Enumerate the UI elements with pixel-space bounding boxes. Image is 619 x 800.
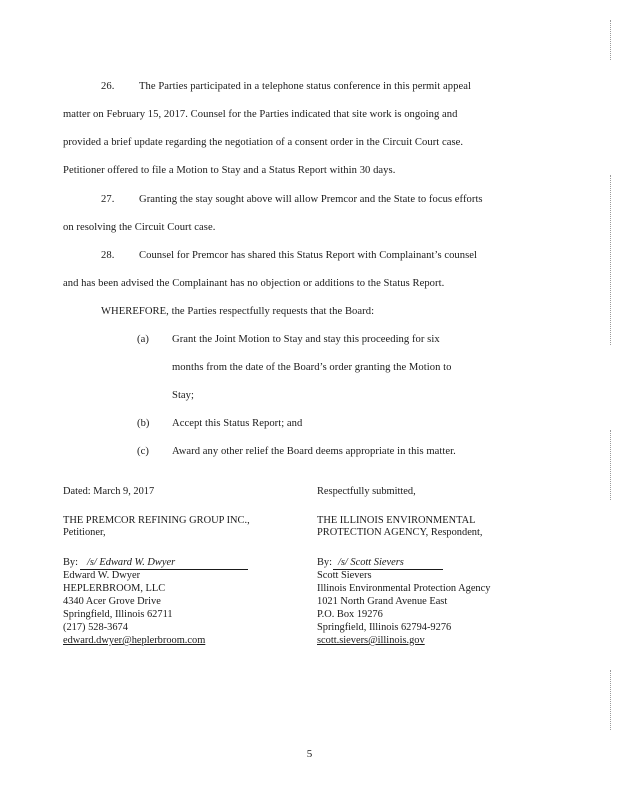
petitioner-firm: HEPLERBROOM, LLC xyxy=(63,583,166,594)
petitioner-signature: /s/ Edward W. Dwyer xyxy=(87,557,176,568)
respondent-party-name-2: PROTECTION AGENCY, Respondent, xyxy=(317,527,483,538)
respondent-counsel-name: Scott Sievers xyxy=(317,570,372,581)
para-26-line-2: matter on February 15, 2017. Counsel for the Parties indicated that site work is ongoing and xyxy=(63,109,458,120)
petitioner-counsel-name: Edward W. Dwyer xyxy=(63,570,141,581)
respondent-address-3: Springfield, Illinois 62794-9276 xyxy=(317,622,452,633)
respondent-email-link[interactable]: scott.sievers@illinois.gov xyxy=(317,635,425,646)
item-a-label: (a) xyxy=(137,334,149,345)
respondent-agency: Illinois Environmental Protection Agency xyxy=(317,583,491,594)
item-c-line-1: Award any other relief the Board deems appropriate in this matter. xyxy=(172,446,456,457)
scan-edge-mark xyxy=(609,670,611,730)
para-26-line-1: The Parties participated in a telephone status conference in this permit appeal xyxy=(139,81,471,92)
para-27-number: 27. xyxy=(101,194,115,205)
respondent-signature: /s/ Scott Sievers xyxy=(338,557,404,568)
item-a-line-2: months from the date of the Board’s order granting the Motion to xyxy=(172,362,452,373)
wherefore-clause: WHEREFORE, the Parties respectfully requests that the Board: xyxy=(101,306,375,317)
para-26-line-4: Petitioner offered to file a Motion to Stay and a Status Report within 30 days. xyxy=(63,165,396,176)
item-b-label: (b) xyxy=(137,418,150,429)
petitioner-party-name: THE PREMCOR REFINING GROUP INC., xyxy=(63,515,250,526)
respondent-address-2: P.O. Box 19276 xyxy=(317,609,383,620)
petitioner-phone: (217) 528-3674 xyxy=(63,622,128,633)
para-26-number: 26. xyxy=(101,81,115,92)
closing-line: Respectfully submitted, xyxy=(317,486,416,497)
para-26-line-3: provided a brief update regarding the negotiation of a consent order in the Circuit Court case. xyxy=(63,137,464,148)
petitioner-by-label: By: xyxy=(63,557,79,568)
para-28-line-1: Counsel for Premcor has shared this Status Report with Complainant’s counsel xyxy=(139,250,478,261)
page-number: 5 xyxy=(306,748,313,760)
petitioner-role: Petitioner, xyxy=(63,527,106,538)
petitioner-email-link[interactable]: edward.dwyer@heplerbroom.com xyxy=(63,635,206,646)
scan-edge-mark xyxy=(609,20,611,60)
petitioner-address-2: Springfield, Illinois 62711 xyxy=(63,609,173,620)
item-a-line-1: Grant the Joint Motion to Stay and stay this proceeding for six xyxy=(172,334,440,345)
para-27-line-1: Granting the stay sought above will allow Premcor and the State to focus efforts xyxy=(139,194,483,205)
respondent-address-1: 1021 North Grand Avenue East xyxy=(317,596,448,607)
item-b-line-1: Accept this Status Report; and xyxy=(172,418,303,429)
para-28-line-2: and has been advised the Complainant has no objection or additions to the Status Report. xyxy=(63,278,445,289)
item-a-line-3: Stay; xyxy=(172,390,195,401)
dated-line: Dated: March 9, 2017 xyxy=(63,486,155,497)
scan-edge-mark xyxy=(609,430,611,500)
petitioner-address-1: 4340 Acer Grove Drive xyxy=(63,596,161,607)
respondent-by-label: By: xyxy=(317,557,333,568)
para-27-line-2: on resolving the Circuit Court case. xyxy=(63,222,216,233)
para-28-number: 28. xyxy=(101,250,115,261)
item-c-label: (c) xyxy=(137,446,149,457)
scan-edge-mark xyxy=(609,175,611,345)
respondent-party-name-1: THE ILLINOIS ENVIRONMENTAL xyxy=(317,515,476,526)
